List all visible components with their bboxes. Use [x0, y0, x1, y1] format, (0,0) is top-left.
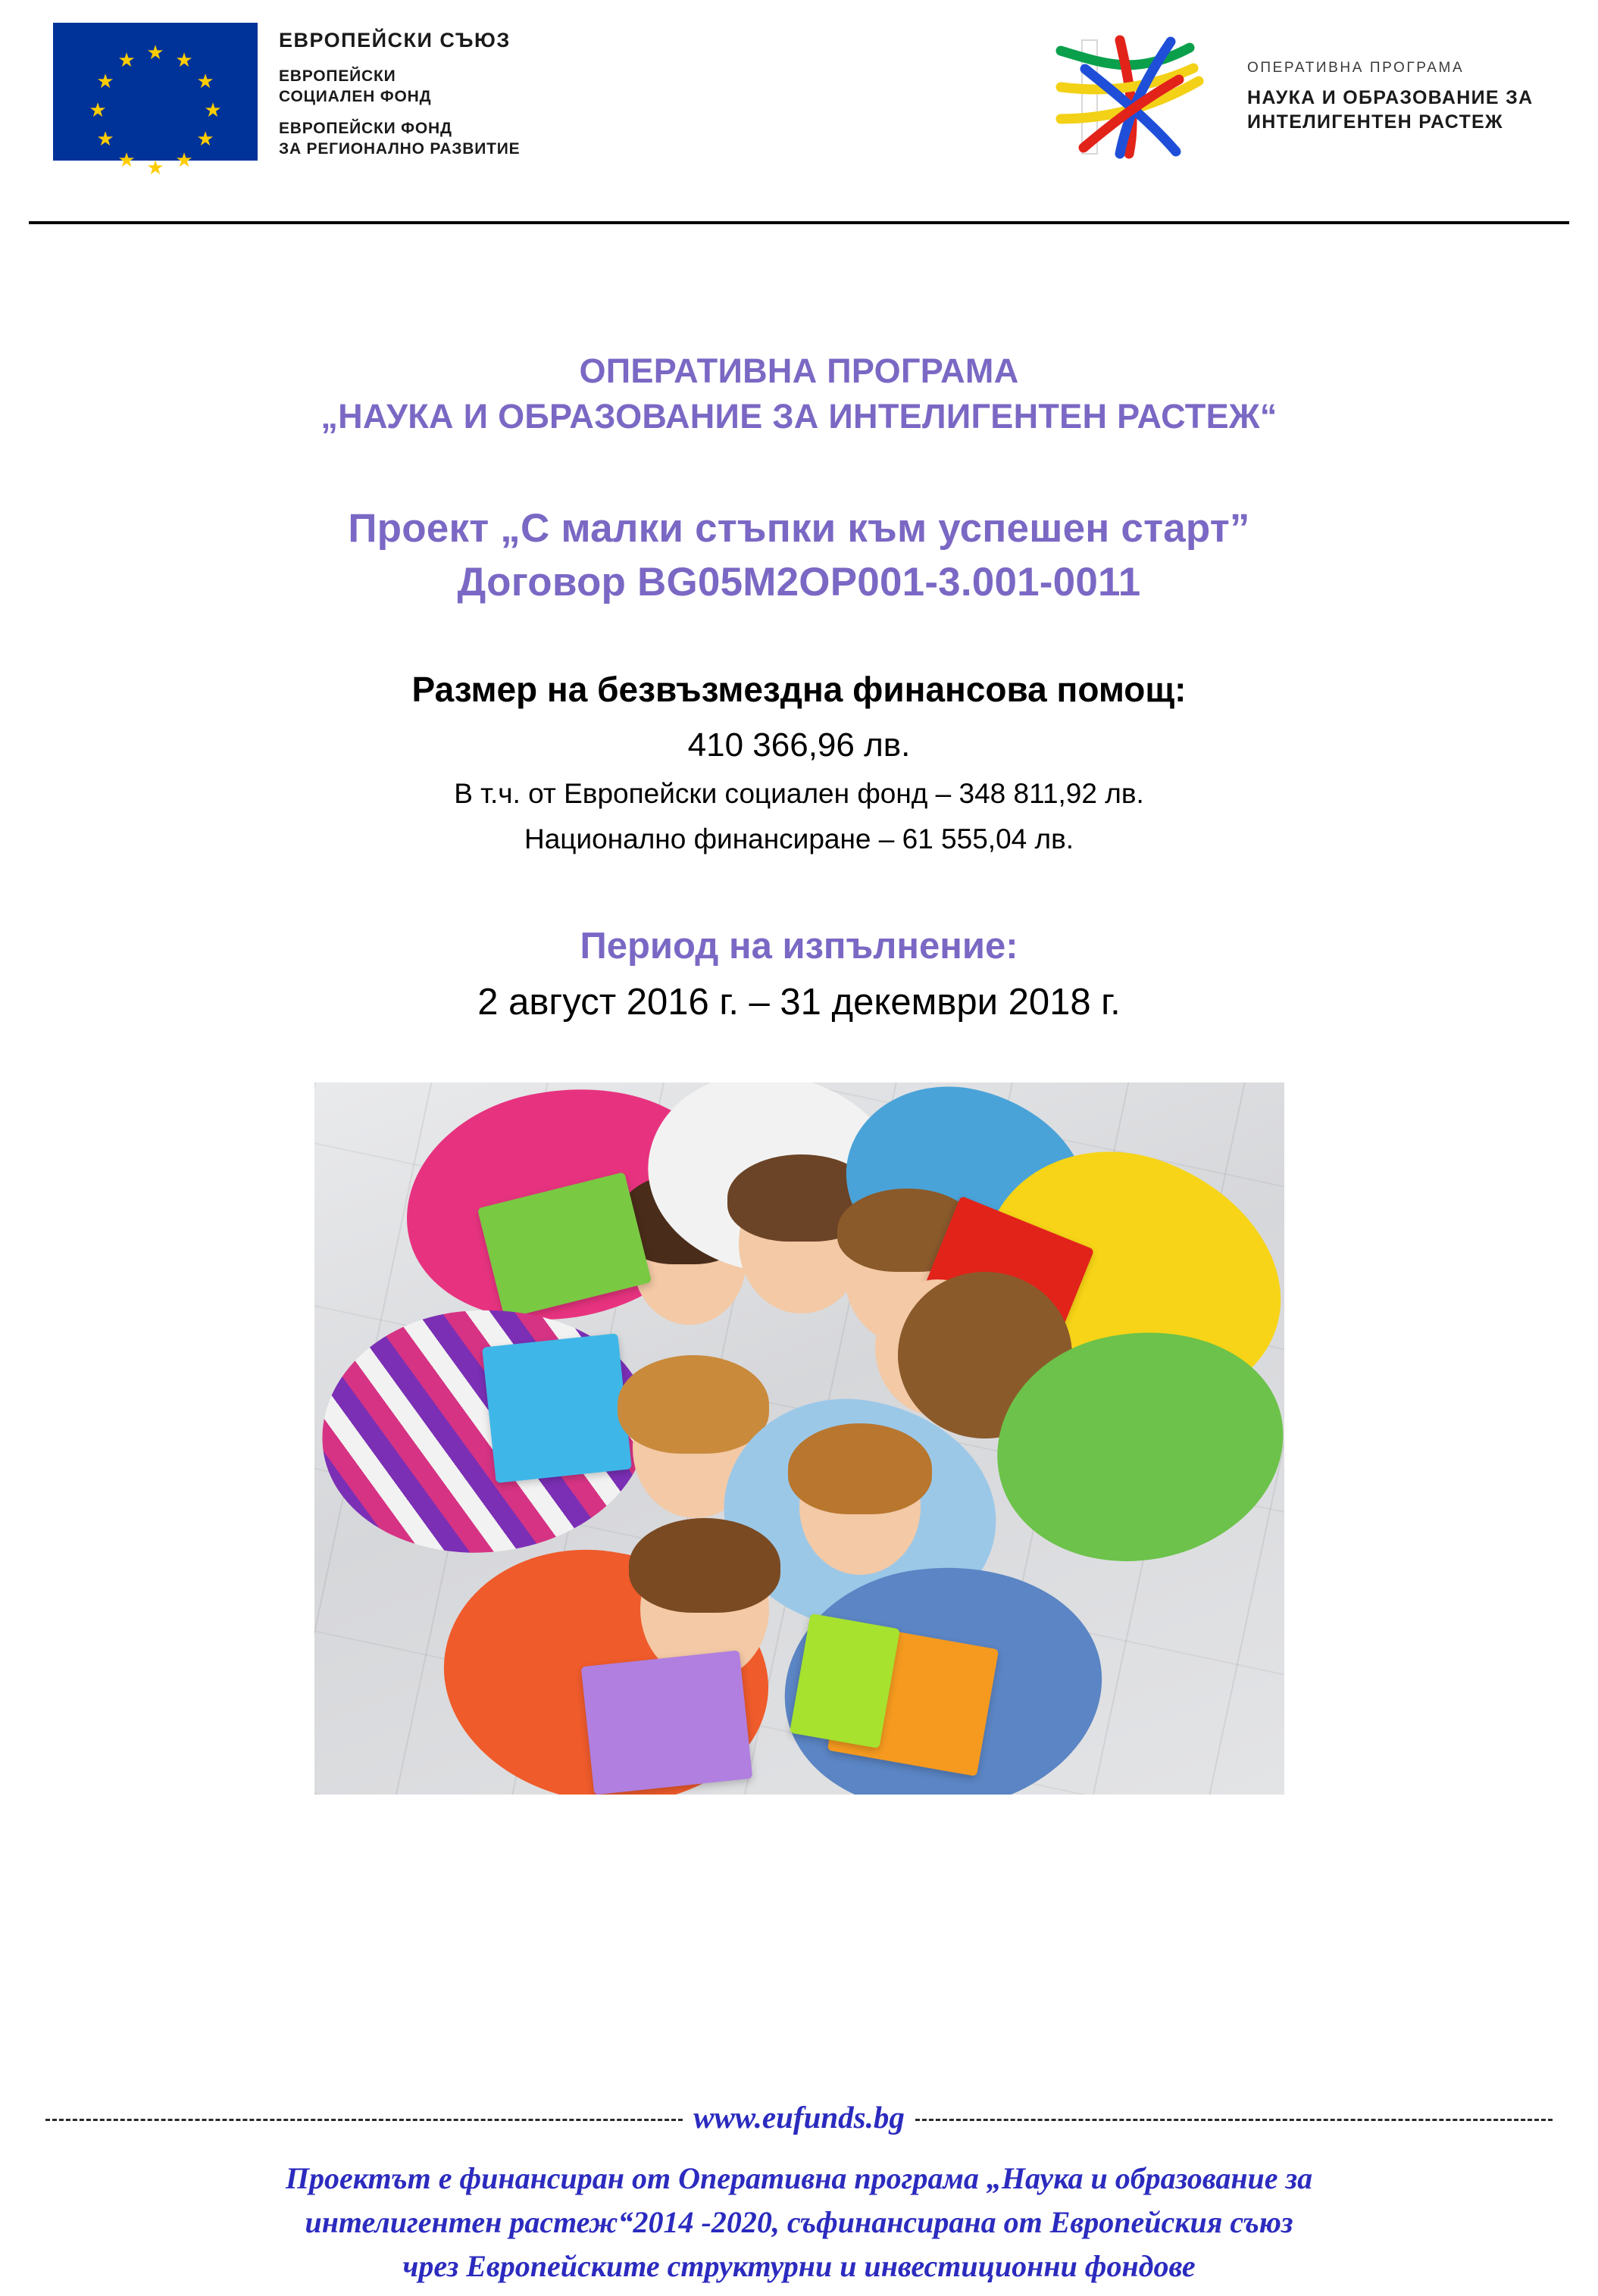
photo-book-blue [482, 1333, 632, 1483]
grant-esf-amount: В т.ч. от Европейски социален фонд – 348 811,92 лв. [454, 777, 1144, 809]
document-body [0, 220, 1598, 1795]
eu-esf-line2: СОЦИАЛЕН ФОНД [279, 88, 432, 106]
op-text-block [1247, 60, 1533, 134]
grant-label: Размер на безвъзмездна финансова помощ: [411, 669, 1187, 709]
grant-total-amount: 410 366,96 лв. [687, 726, 911, 764]
op-small-label: ОПЕРАТИВНА ПРОГРАМА [1247, 59, 1465, 76]
eu-flag-icon: ★ ★ ★ ★ ★ ★ ★ ★ ★ ★ ★ ★ [53, 23, 258, 161]
op-big-line2: ИНТЕЛИГЕНТЕН РАСТЕЖ [1247, 111, 1503, 133]
children-photo [314, 1082, 1284, 1795]
eu-esf-line1: ЕВРОПЕЙСКИ [279, 67, 396, 85]
op-science-education-logo-icon [1038, 34, 1227, 159]
grant-national-amount: Национално финансиране – 61 555,04 лв. [524, 823, 1074, 854]
project-name: Проект „С малки стъпки към успешен старт” [348, 505, 1250, 551]
footer-disclaimer-line3: чрез Европейските структурни и инвестиционни фондове [402, 2249, 1196, 2283]
eu-erdf-line1: ЕВРОПЕЙСКИ ФОНД [279, 119, 452, 137]
header-divider [29, 221, 1569, 224]
program-title [0, 348, 1598, 439]
eu-erdf-label [279, 118, 520, 160]
eu-erdf-line2: ЗА РЕГИОНАЛНО РАЗВИТИЕ [279, 139, 521, 158]
footer-dash-right [915, 2119, 1553, 2121]
eu-esf-label [279, 66, 520, 108]
footer-dash-left [45, 2119, 683, 2121]
period-label: Период на изпълнение: [580, 925, 1018, 967]
period-value: 2 август 2016 г. – 31 декември 2018 г. [477, 981, 1121, 1023]
eu-text-block [279, 23, 520, 170]
photo-book-purple [580, 1650, 752, 1795]
photo-child-hair [629, 1518, 780, 1613]
footer-disclaimer-line1: Проектът е финансиран от Оперативна програма „Наука и образование за [285, 2161, 1313, 2195]
project-contract-number: Договор BG05M2OP001-3.001-0011 [457, 560, 1141, 605]
footer-url-row [0, 2099, 1598, 2135]
photo-child-hair [618, 1355, 769, 1454]
eu-emblem-block [53, 23, 521, 179]
project-title [0, 501, 1598, 610]
footer-disclaimer [0, 2157, 1598, 2288]
program-title-line1: ОПЕРАТИВНА ПРОГРАМА [579, 351, 1019, 390]
eu-title: ЕВРОПЕЙСКИ СЪЮЗ [279, 29, 511, 52]
document-header [0, 0, 1598, 220]
op-logo-block [1038, 34, 1533, 159]
program-title-line2: „НАУКА И ОБРАЗОВАНИЕ ЗА ИНТЕЛИГЕНТЕН РАСТЕЖ“ [321, 396, 1277, 436]
document-footer [0, 2099, 1598, 2296]
photo-child-hair [788, 1423, 932, 1514]
eufunds-link[interactable]: www.eufunds.bg [693, 2100, 905, 2135]
footer-disclaimer-line2: интелигентен растеж“2014 -2020, съфинансирана от Европейския съюз [305, 2205, 1293, 2239]
op-big-line1: НАУКА И ОБРАЗОВАНИЕ ЗА [1247, 86, 1534, 108]
